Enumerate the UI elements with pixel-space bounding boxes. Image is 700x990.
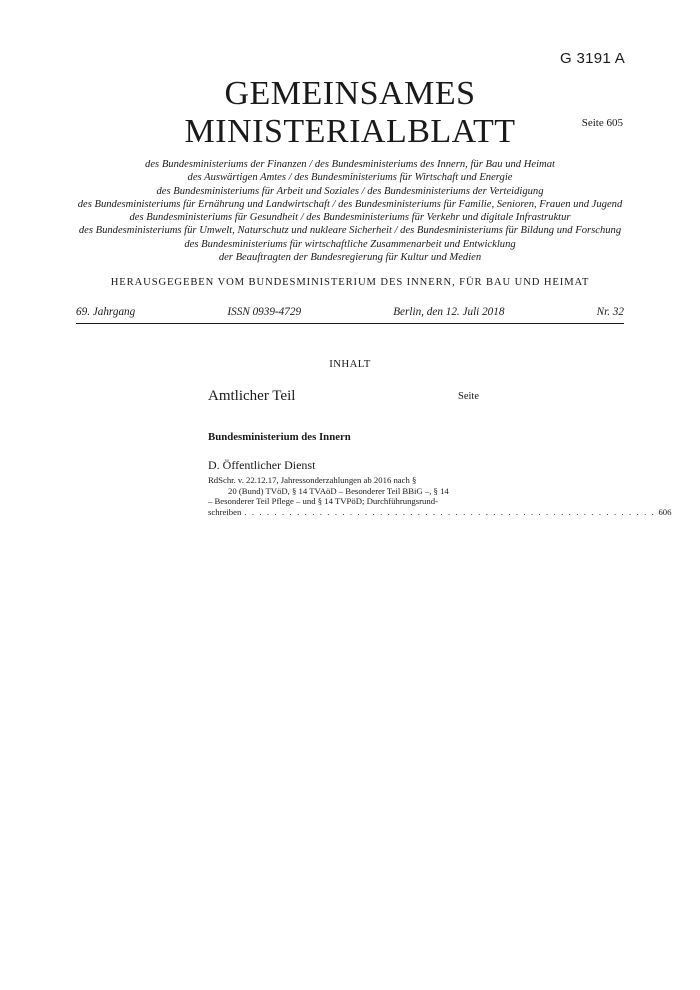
issue-number: Nr. 32 — [596, 306, 624, 318]
entry-line: RdSchr. v. 22.12.17, Jahressonderzahlungen ab 2016 nach § — [208, 475, 417, 485]
entry-page: 606 — [658, 506, 672, 517]
journal-title-line-1: GEMEINSAMES — [224, 75, 476, 112]
entry-text-end: schreiben — [208, 506, 242, 517]
ministry-line: des Bundesministeriums für Arbeit und Soziales / des Bundesministeriums der Verteidigung — [156, 185, 544, 197]
leader-dots: . . . . . . . . . . . . . . . . . . . . . . . . . . . . . . . . . . . . . . . . . . . . . . . . . . . . . . . — [244, 506, 656, 517]
journal-title-line-2: MINISTERIALBLATT — [184, 113, 516, 150]
ministry-line: des Bundesministeriums für Umwelt, Naturschutz und nukleare Sicherheit / des Bundesministeriums für Bildung und Forschung — [78, 225, 622, 237]
ministry-line: des Bundesministeriums für wirtschaftliche Zusammenarbeit und Entwicklung — [184, 238, 516, 250]
ministry-line: der Beauftragten der Bundesregierung für Kultur und Medien — [218, 252, 482, 264]
issn: ISSN 0939-4729 — [227, 306, 302, 318]
publisher-line: HERAUSGEGEBEN VOM BUNDESMINISTERIUM DES INNERN, FÜR BAU UND HEIMAT — [110, 277, 590, 288]
page-column-label: Seite — [458, 391, 479, 402]
contents-entry[interactable] — [208, 475, 672, 517]
header-divider — [76, 323, 624, 324]
ministry-line: des Auswärtigen Amtes / des Bundesministeriums für Wirtschaft und Energie — [187, 172, 513, 184]
issue-date: Berlin, den 12. Juli 2018 — [393, 306, 505, 318]
entry-line: 20 (Bund) TVöD, § 14 TVAöD – Besonderer Teil BBiG –, § 14 — [228, 485, 449, 496]
organization-heading: Bundesministerium des Innern — [208, 431, 351, 443]
contents-heading: INHALT — [329, 358, 371, 370]
issue-info-row — [76, 306, 624, 318]
ministry-line: des Bundesministeriums für Gesundheit / des Bundesministeriums für Verkehr und digitale Infrastruktur — [129, 212, 571, 224]
entry-line — [208, 506, 672, 518]
section-title: Amtlicher Teil — [208, 388, 296, 404]
entry-line: – Besonderer Teil Pflege – und § 14 TVPöD; Durchführungsrund- — [208, 496, 438, 507]
publication-code: G 3191 A — [560, 50, 625, 67]
ministries-list — [20, 158, 680, 264]
journal-title — [0, 75, 700, 151]
category-heading: D. Öffentlicher Dienst — [208, 458, 316, 472]
volume: 69. Jahrgang — [76, 306, 136, 318]
ministry-line: des Bundesministeriums der Finanzen / des Bundesministeriums des Innern, für Bau und Heimat — [145, 159, 555, 170]
ministry-line: des Bundesministeriums für Ernährung und Landwirtschaft / des Bundesministeriums für Familie, Senioren, Frauen und Jugend — [77, 198, 623, 210]
page-number: Seite 605 — [581, 117, 623, 129]
